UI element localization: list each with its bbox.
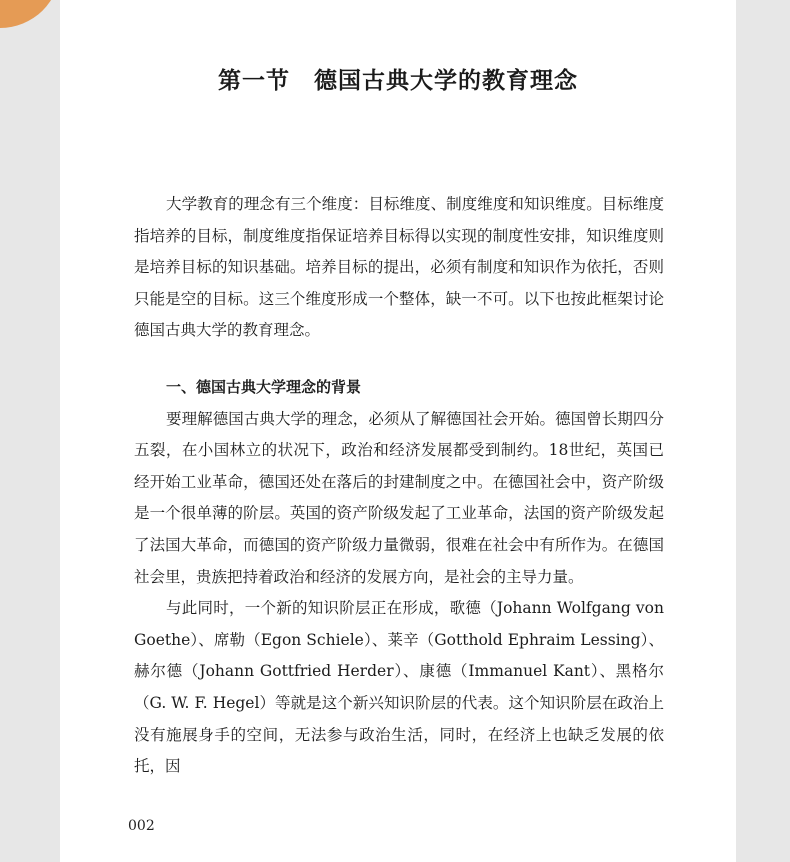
section-title: 第一节 德国古典大学的教育理念 — [218, 67, 578, 94]
section-subheading: 一、德国古典大学理念的背景 — [166, 377, 362, 396]
page-content — [134, 189, 664, 783]
background-paragraph-1: 要理解德国古典大学的理念，必须从了解德国社会开始。德国曾长期四分五裂，在小国林立的状况下，政治和经济发展都受到制约。18世纪，英国已经开始工业革命，德国还处在落后的封建制度之中。在德国社会中，资产阶级是一个很单薄的阶层。英国的资产阶级发起了工业革命，法国的资产阶级发起了法国大革命，而德国的资产阶级力量微弱，很难在社会中有所作为。在德国社会里，贵族把持着政治和经济的发展方向，是社会的主导力量。 — [134, 409, 664, 586]
book-page — [60, 0, 736, 862]
background-paragraph-2: 与此同时，一个新的知识阶层正在形成，歌德（Johann Wolfgang von Goethe）、席勒（Egon Schiele）、莱辛（Gotthold Ephraim Lessing）、赫尔德（Johann Gottfried Herder）、康德（Immanuel Kant）、黑格尔（G. W. F. Hegel）等就是这个新兴知识阶层的代表。这个知识阶层在政治上没有施展身手的空间，无法参与政治生活，同时，在经济上也缺乏发展的依托，因 — [134, 599, 664, 776]
intro-paragraph: 大学教育的理念有三个维度：目标维度、制度维度和知识维度。目标维度指培养的目标，制度维度指保证培养目标得以实现的制度性安排，知识维度则是培养目标的知识基础。培养目标的提出，必须有制度和知识作为依托，否则只能是空的目标。这三个维度形成一个整体，缺一不可。以下也按此框架讨论德国古典大学的教育理念。 — [134, 195, 664, 340]
page-number: 002 — [128, 818, 155, 834]
corner-decoration — [0, 0, 60, 28]
